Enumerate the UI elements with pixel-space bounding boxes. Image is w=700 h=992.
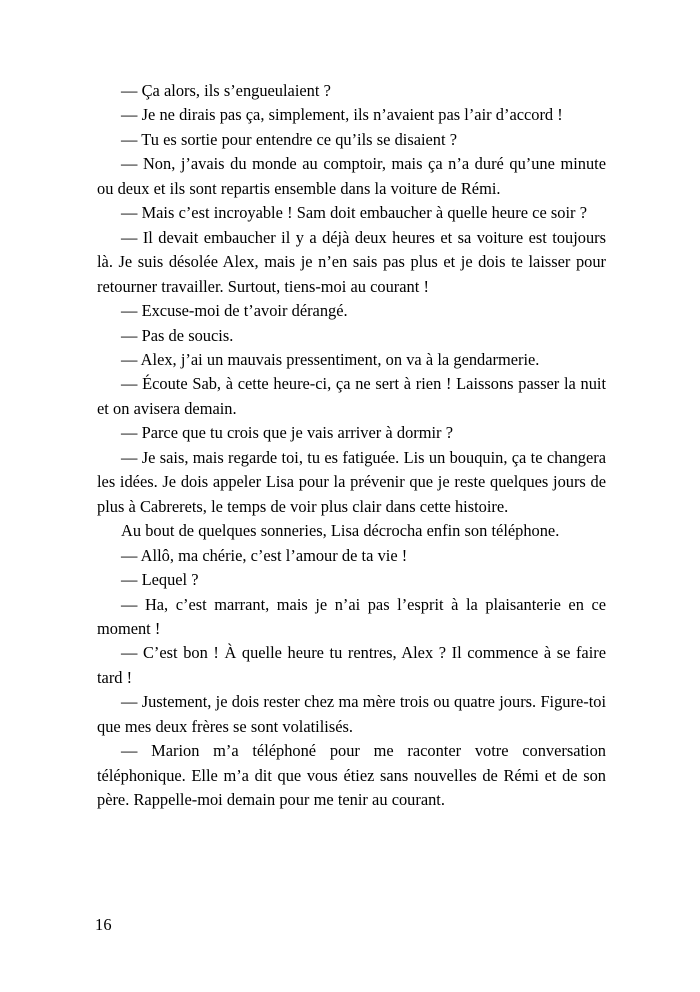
paragraph: — Tu es sortie pour entendre ce qu’ils se disaient ?: [121, 129, 458, 149]
body-text-block: [97, 79, 606, 813]
paragraph: Au bout de quelques sonneries, Lisa décrocha enfin son téléphone.: [121, 521, 560, 541]
paragraph: — Ha, c’est marrant, mais je n’ai pas l’esprit à la plaisanterie en ce moment !: [97, 594, 606, 638]
paragraph: — C’est bon ! À quelle heure tu rentres, Alex ? Il commence à se faire tard !: [97, 643, 606, 687]
paragraph: — Pas de soucis.: [121, 325, 234, 345]
paragraph: — Je sais, mais regarde toi, tu es fatiguée. Lis un bouquin, ça te changera les idées. Je dois appeler Lisa pour la prévenir que je reste quelques jours de plus à Cabrerets, le temps de voir plus clair dans cette histoire.: [97, 447, 606, 516]
paragraph: — Lequel ?: [121, 570, 199, 590]
paragraph: — Marion m’a téléphoné pour me raconter votre conversation téléphonique. Elle m’a dit que vous étiez sans nouvelles de Rémi et de son père. Rappelle-moi demain pour me tenir au courant.: [97, 741, 606, 810]
paragraph: — Parce que tu crois que je vais arriver à dormir ?: [121, 423, 453, 443]
paragraph: — Mais c’est incroyable ! Sam doit embaucher à quelle heure ce soir ?: [121, 203, 587, 223]
paragraph: — Excuse-moi de t’avoir dérangé.: [121, 301, 348, 321]
paragraph: — Non, j’avais du monde au comptoir, mais ça n’a duré qu’une minute ou deux et ils sont repartis ensemble dans la voiture de Rémi.: [97, 154, 606, 198]
paragraph: — Écoute Sab, à cette heure-ci, ça ne sert à rien ! Laissons passer la nuit et on avisera demain.: [97, 374, 606, 418]
paragraph: — Je ne dirais pas ça, simplement, ils n’avaient pas l’air d’accord !: [121, 105, 563, 125]
page-number: 16: [95, 915, 112, 934]
paragraph: — Il devait embaucher il y a déjà deux heures et sa voiture est toujours là. Je suis désolée Alex, mais je n’en sais pas plus et je dois te laisser pour retourner travailler. Surtout, tiens-moi au courant !: [97, 227, 606, 296]
paragraph: — Alex, j’ai un mauvais pressentiment, on va à la gendarmerie.: [121, 349, 540, 369]
paragraph: — Allô, ma chérie, c’est l’amour de ta vie !: [121, 545, 408, 565]
paragraph: — Ça alors, ils s’engueulaient ?: [121, 81, 331, 100]
paragraph: — Justement, je dois rester chez ma mère trois ou quatre jours. Figure-toi que mes deux frères se sont volatilisés.: [97, 692, 606, 736]
